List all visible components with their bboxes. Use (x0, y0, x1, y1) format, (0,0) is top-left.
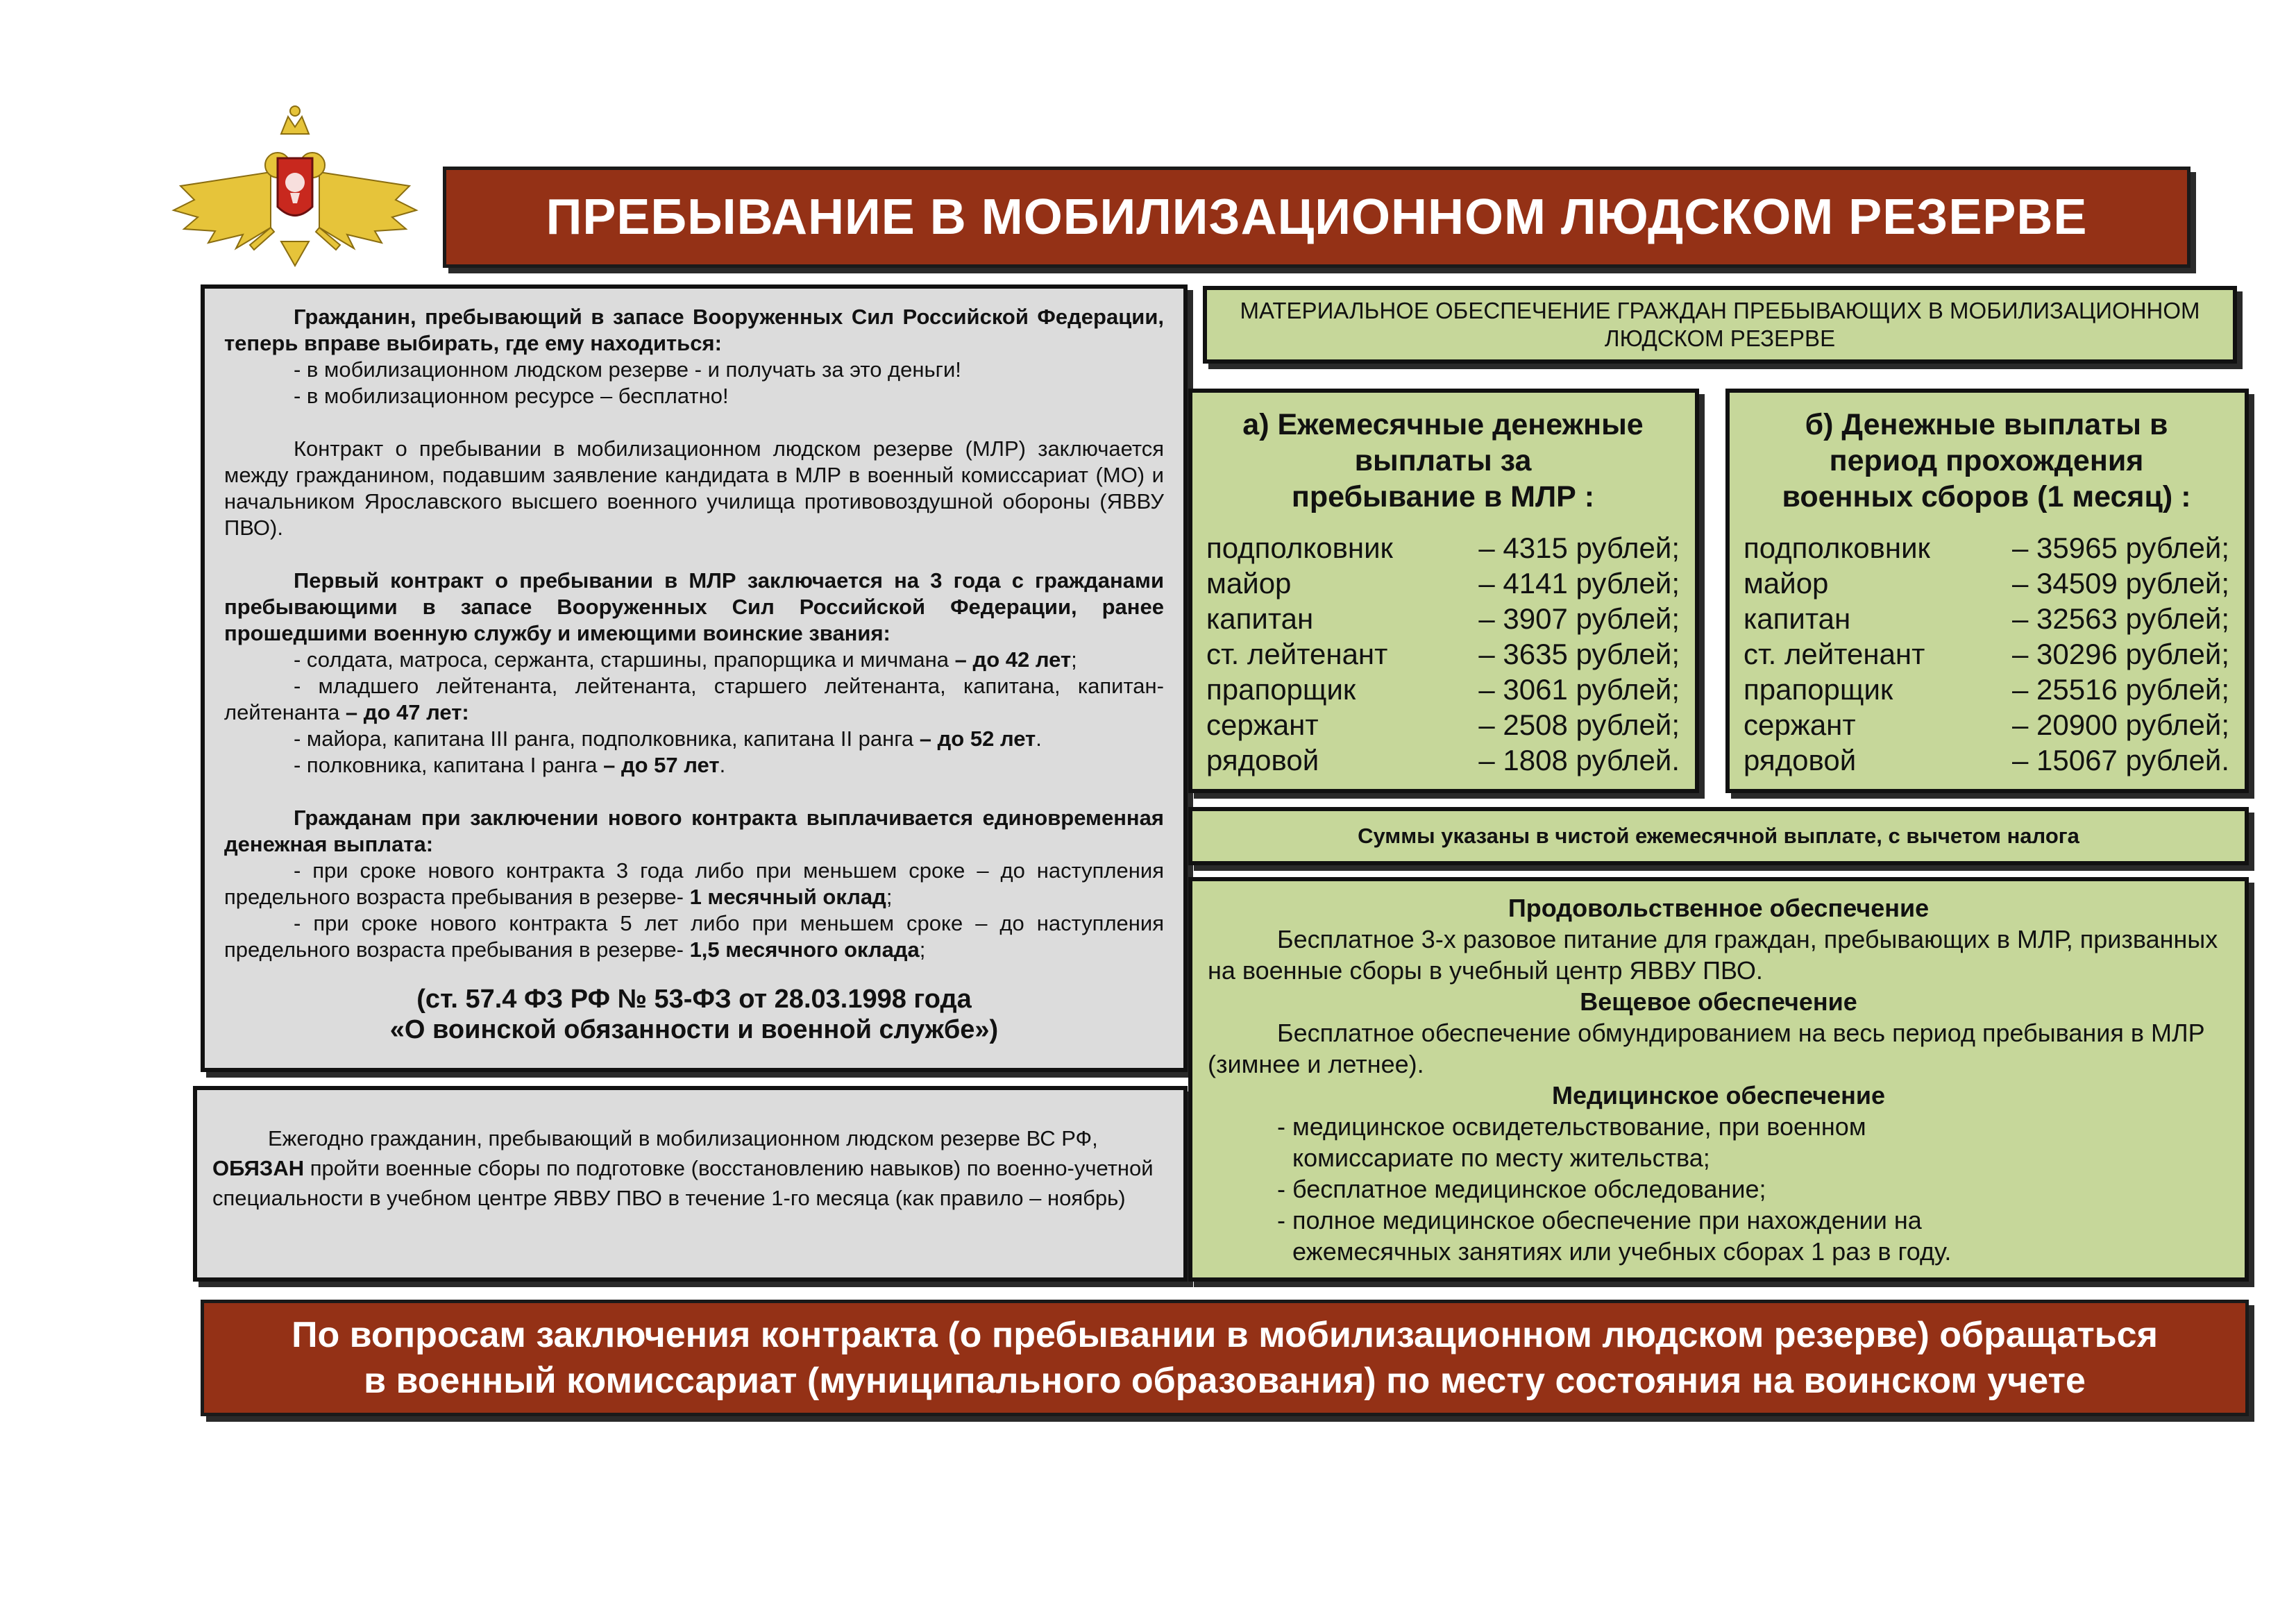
payment-row: сержант – 2508 рублей; (1206, 708, 1680, 741)
age-limit-item: - полковника, капитана I ранга – до 57 лет. (294, 753, 726, 777)
contract-text: Контракт о пребывании в мобилизационном людском резерве (МЛР) заключается между гражданином, подавшим заявление кандидата в МЛР в военный комиссариат (МО) и начальником Ярославского высшего военного училища противовоздушной обороны (ЯВВУ ПВО). (224, 436, 1164, 540)
lump-sum-text: Гражданам при заключении нового контракта выплачивается единовременная денежная выплата: (224, 806, 1164, 856)
payment-row: капитан – 32563 рублей; (1744, 602, 2229, 635)
training-payments-panel (1725, 389, 2249, 793)
choice-item: - в мобилизационном людском резерве - и получать за это деньги! (294, 357, 961, 382)
payment-row: рядовой – 15067 рублей. (1744, 744, 2229, 776)
payment-row: майор – 4141 рублей; (1206, 567, 1680, 600)
medical-item: - полное медицинское обеспечение при нахождении на (1277, 1206, 1922, 1234)
armed-forces-emblem-icon (167, 96, 423, 273)
payment-row: рядовой – 1808 рублей. (1206, 744, 1680, 776)
material-support-header: МАТЕРИАЛЬНОЕ ОБЕСПЕЧЕНИЕ ГРАЖДАН ПРЕБЫВАЮЩИХ В МОБИЛИЗАЦИОННОМ ЛЮДСКОМ РЕЗЕРВЕ (1203, 286, 2237, 364)
panel-title: а) Ежемесячные денежные выплаты за пребывание в МЛР : (1242, 408, 1644, 513)
monthly-payments-panel (1188, 389, 1699, 793)
payment-row: прапорщик – 3061 рублей; (1206, 673, 1680, 706)
panel-title: б) Денежные выплаты в период прохождения военных сборов (1 месяц) : (1782, 408, 2191, 513)
payment-row: подполковник – 35965 рублей; (1744, 532, 2229, 564)
law-reference-line: «О воинской обязанности и военной службе») (389, 1015, 999, 1044)
law-reference-line: (ст. 57.4 ФЗ РФ № 53-ФЗ от 28.03.1998 года (416, 985, 972, 1014)
contact-line: По вопросам заключения контракта (о пребывании в мобилизационном людском резерве) обращаться (292, 1315, 2158, 1355)
food-text: Бесплатное 3-х разовое питание для граждан, пребывающих в МЛР, призванных на военные сборы в учебный центр ЯВВУ ПВО. (1208, 925, 2218, 985)
medical-item-cont: ежемесячных занятиях или учебных сборах 1 раз в году. (1292, 1237, 1952, 1266)
lump-sum-item: - при сроке нового контракта 3 года либо при меньшем сроке – до наступления предельного возраста пребывания в резерве- 1 месячный оклад; (224, 858, 1164, 909)
training-duty-panel (193, 1086, 1188, 1282)
food-title: Продовольственное обеспечение (1508, 894, 1930, 922)
first-contract-text: Первый контракт о пребывании в МЛР заключается на 3 года с гражданами пребывающими в запасе Вооруженных Сил Российской Федерации, ранее прошедшими военную службу и имеющими воинские звания: (224, 568, 1164, 645)
contact-banner (201, 1300, 2249, 1416)
choice-item: - в мобилизационном ресурсе – бесплатно! (294, 384, 729, 408)
lump-sum-item: - при сроке нового контракта 5 лет либо при меньшем сроке – до наступления предельного возраста пребывания в резерве- 1,5 месячного оклада; (224, 911, 1164, 962)
payment-row: сержант – 20900 рублей; (1744, 708, 2229, 741)
intro-text: Гражданин, пребывающий в запасе Вооруженных Сил Российской Федерации, теперь вправе выбирать, где ему находиться: (224, 305, 1164, 355)
payment-row: прапорщик – 25516 рублей; (1744, 673, 2229, 706)
clothing-text: Бесплатное обеспечение обмундированием на весь период пребывания в МЛР (зимнее и летнее). (1208, 1019, 2205, 1078)
payment-row: ст. лейтенант – 30296 рублей; (1744, 638, 2229, 670)
duty-text: Ежегодно гражданин, пребывающий в мобилизационном людском резерве ВС РФ, ОБЯЗАН пройти военные сборы по подготовке (восстановлению навыков) по военно-учетной специальности в учебном центре ЯВВУ ПВО в течение 1-го месяца (как правило – ноябрь) (212, 1126, 1154, 1210)
contact-line: в военный комиссариат (муниципального образования) по месту состояния на воинском учете (364, 1361, 2086, 1401)
medical-item: - медицинское освидетельствование, при военном (1277, 1112, 1866, 1141)
payment-row: майор – 34509 рублей; (1744, 567, 2229, 600)
medical-item: - бесплатное медицинское обследование; (1277, 1175, 1766, 1203)
medical-item-cont: комиссариате по месту жительства; (1292, 1144, 1710, 1172)
payment-row: ст. лейтенант – 3635 рублей; (1206, 638, 1680, 670)
payment-row: подполковник – 4315 рублей; (1206, 532, 1680, 564)
supply-panel (1188, 877, 2249, 1282)
age-limit-item: - солдата, матроса, сержанта, старшины, прапорщика и мичмана – до 42 лет; (294, 647, 1077, 672)
payment-row: капитан – 3907 рублей; (1206, 602, 1680, 635)
tax-note: Суммы указаны в чистой ежемесячной выплате, с вычетом налога (1188, 807, 2249, 865)
age-limit-item: - майора, капитана III ранга, подполковника, капитана II ранга – до 52 лет. (294, 726, 1042, 751)
page-title: ПРЕБЫВАНИЕ В МОБИЛИЗАЦИОННОМ ЛЮДСКОМ РЕЗЕРВЕ (443, 167, 2191, 268)
age-limit-item: - младшего лейтенанта, лейтенанта, старшего лейтенанта, капитана, капитан-лейтенанта – до 47 лет: (224, 674, 1164, 724)
clothing-title: Вещевое обеспечение (1580, 987, 1857, 1016)
medical-title: Медицинское обеспечение (1551, 1081, 1886, 1110)
reserve-info-panel (201, 284, 1188, 1072)
